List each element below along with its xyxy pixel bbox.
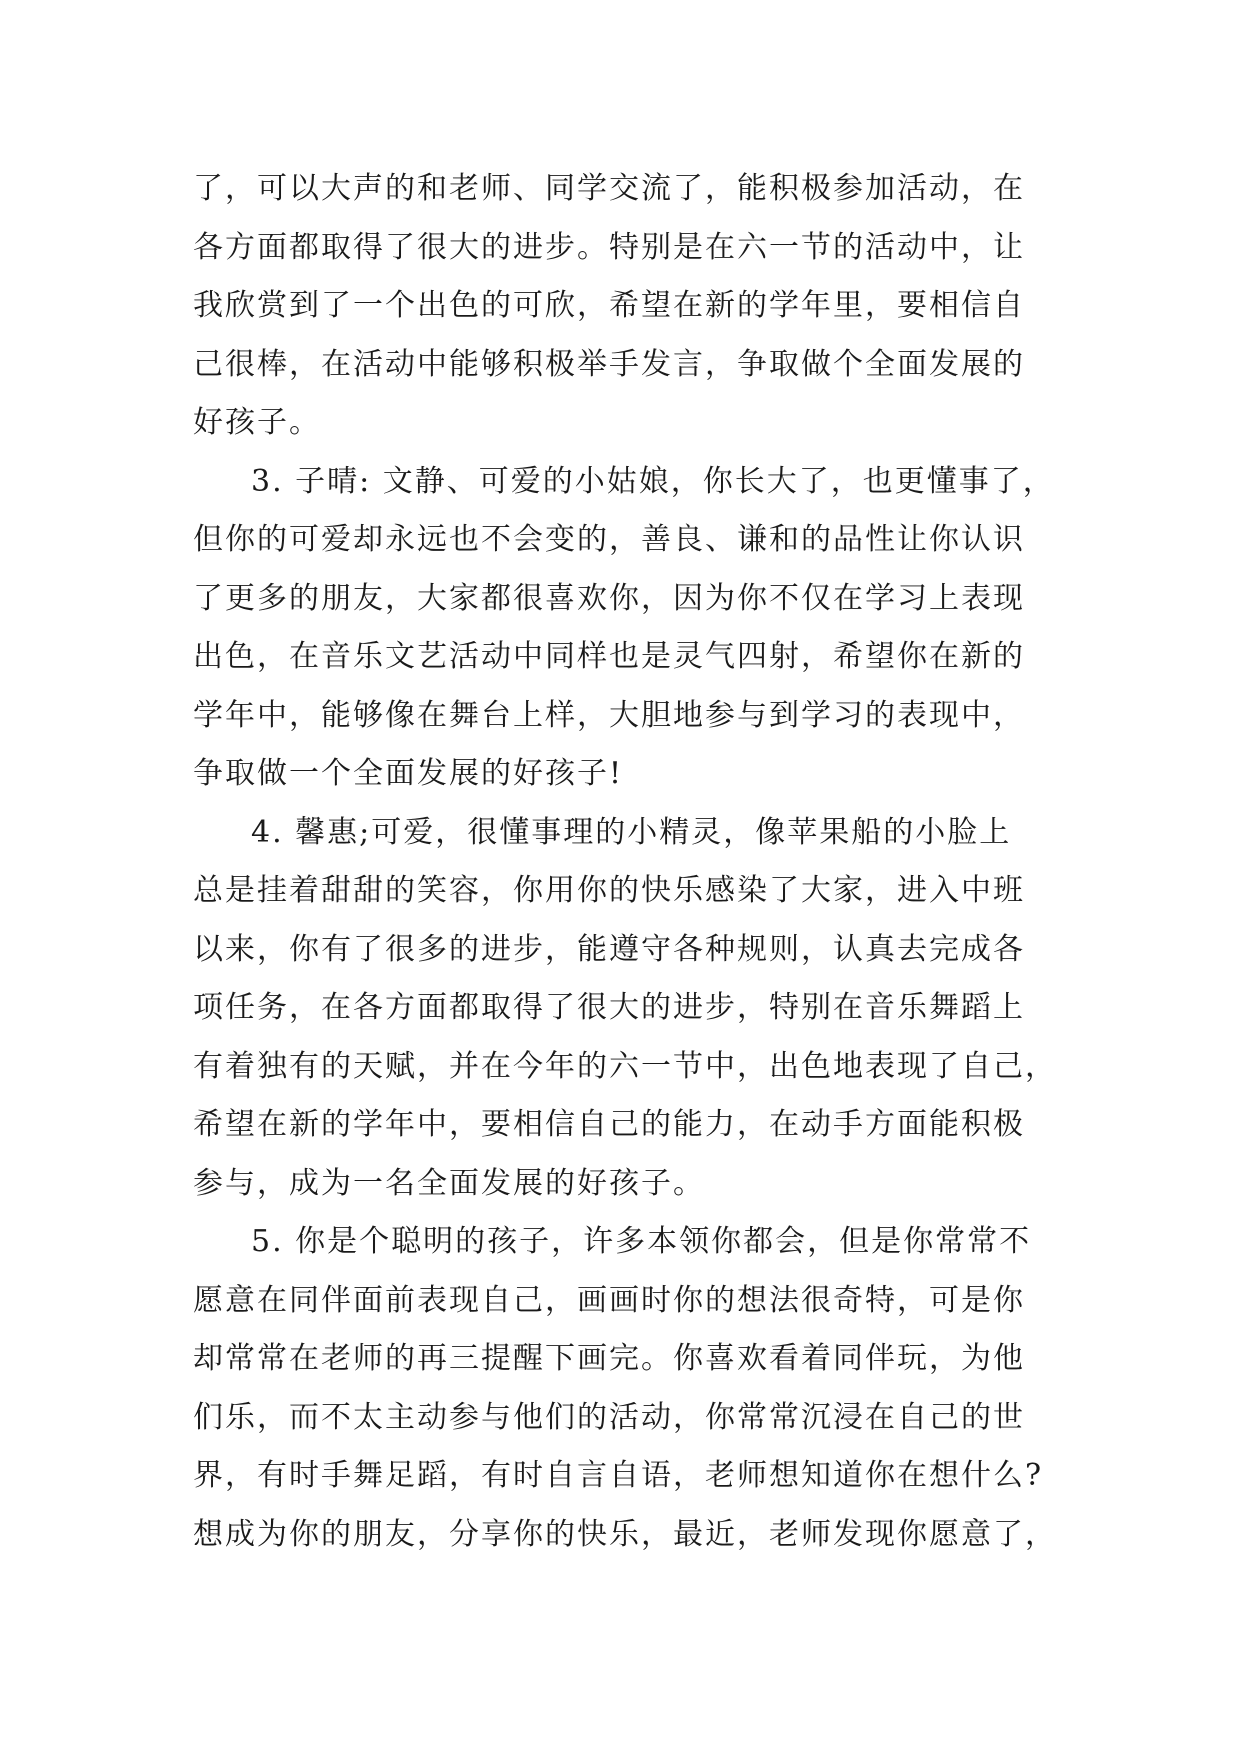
text-line: 希望在新的学年中，要相信自己的能力，在动手方面能积极: [193, 1107, 1025, 1142]
text-line: 总是挂着甜甜的笑容，你用你的快乐感染了大家，进入中班: [193, 873, 1025, 908]
text-line: 们乐，而不太主动参与他们的活动，你常常沉浸在自己的世: [193, 1399, 1025, 1435]
text-line: 好孩子。: [193, 405, 321, 440]
text-line: 但你的可爱却永远也不会变的，善良、谦和的品性让你认识: [193, 522, 1025, 557]
paragraph: [193, 453, 1059, 804]
text-line: 出色，在音乐文艺活动中同样也是灵气四射，希望你在新的: [193, 639, 1025, 674]
text-line: 各方面都取得了很大的进步。特别是在六一节的活动中，让: [193, 229, 1025, 265]
text-line: 项任务，在各方面都取得了很大的进步，特别在音乐舞蹈上: [193, 990, 1025, 1025]
paragraph: [193, 804, 1059, 1214]
text-line: 参与，成为一名全面发展的好孩子。: [193, 1165, 705, 1201]
text-line: 想成为你的朋友，分享你的快乐，最近，老师发现你愿意了，: [193, 1516, 1057, 1552]
text-line: 我欣赏到了一个出色的可欣，希望在新的学年里，要相信自: [193, 288, 1025, 323]
text-line: 5. 你是个聪明的孩子，许多本领你都会，但是你常常不: [251, 1224, 1032, 1259]
text-line: 界，有时手舞足蹈，有时自言自语，老师想知道你在想什么?: [193, 1458, 1044, 1493]
text-line: 愿意在同伴面前表现自己，画画时你的想法很奇特，可是你: [193, 1282, 1025, 1318]
text-line: 学年中，能够像在舞台上样，大胆地参与到学习的表现中，: [193, 697, 1025, 733]
text-line: 有着独有的天赋，并在今年的六一节中，出色地表现了自己，: [193, 1048, 1057, 1084]
paragraph: [193, 160, 1059, 453]
text-line: 3. 子晴: 文静、可爱的小姑娘，你长大了，也更懂事了，: [251, 463, 1055, 499]
text-line: 己很棒，在活动中能够积极举手发言，争取做个全面发展的: [193, 346, 1025, 382]
text-line: 了，可以大声的和老师、同学交流了，能积极参加活动，在: [193, 171, 1025, 206]
text-line: 了更多的朋友，大家都很喜欢你，因为你不仅在学习上表现: [193, 580, 1025, 616]
text-line: 以来，你有了很多的进步，能遵守各种规则，认真去完成各: [193, 931, 1025, 967]
text-line: 却常常在老师的再三提醒下画完。你喜欢看着同伴玩，为他: [193, 1341, 1025, 1376]
text-line: 争取做一个全面发展的好孩子!: [193, 756, 624, 791]
paragraph: [193, 1213, 1059, 1564]
text-line: 4. 馨惠;可爱，很懂事理的小精灵，像苹果船的小脸上: [251, 814, 1012, 850]
document-body: [193, 160, 1059, 1564]
